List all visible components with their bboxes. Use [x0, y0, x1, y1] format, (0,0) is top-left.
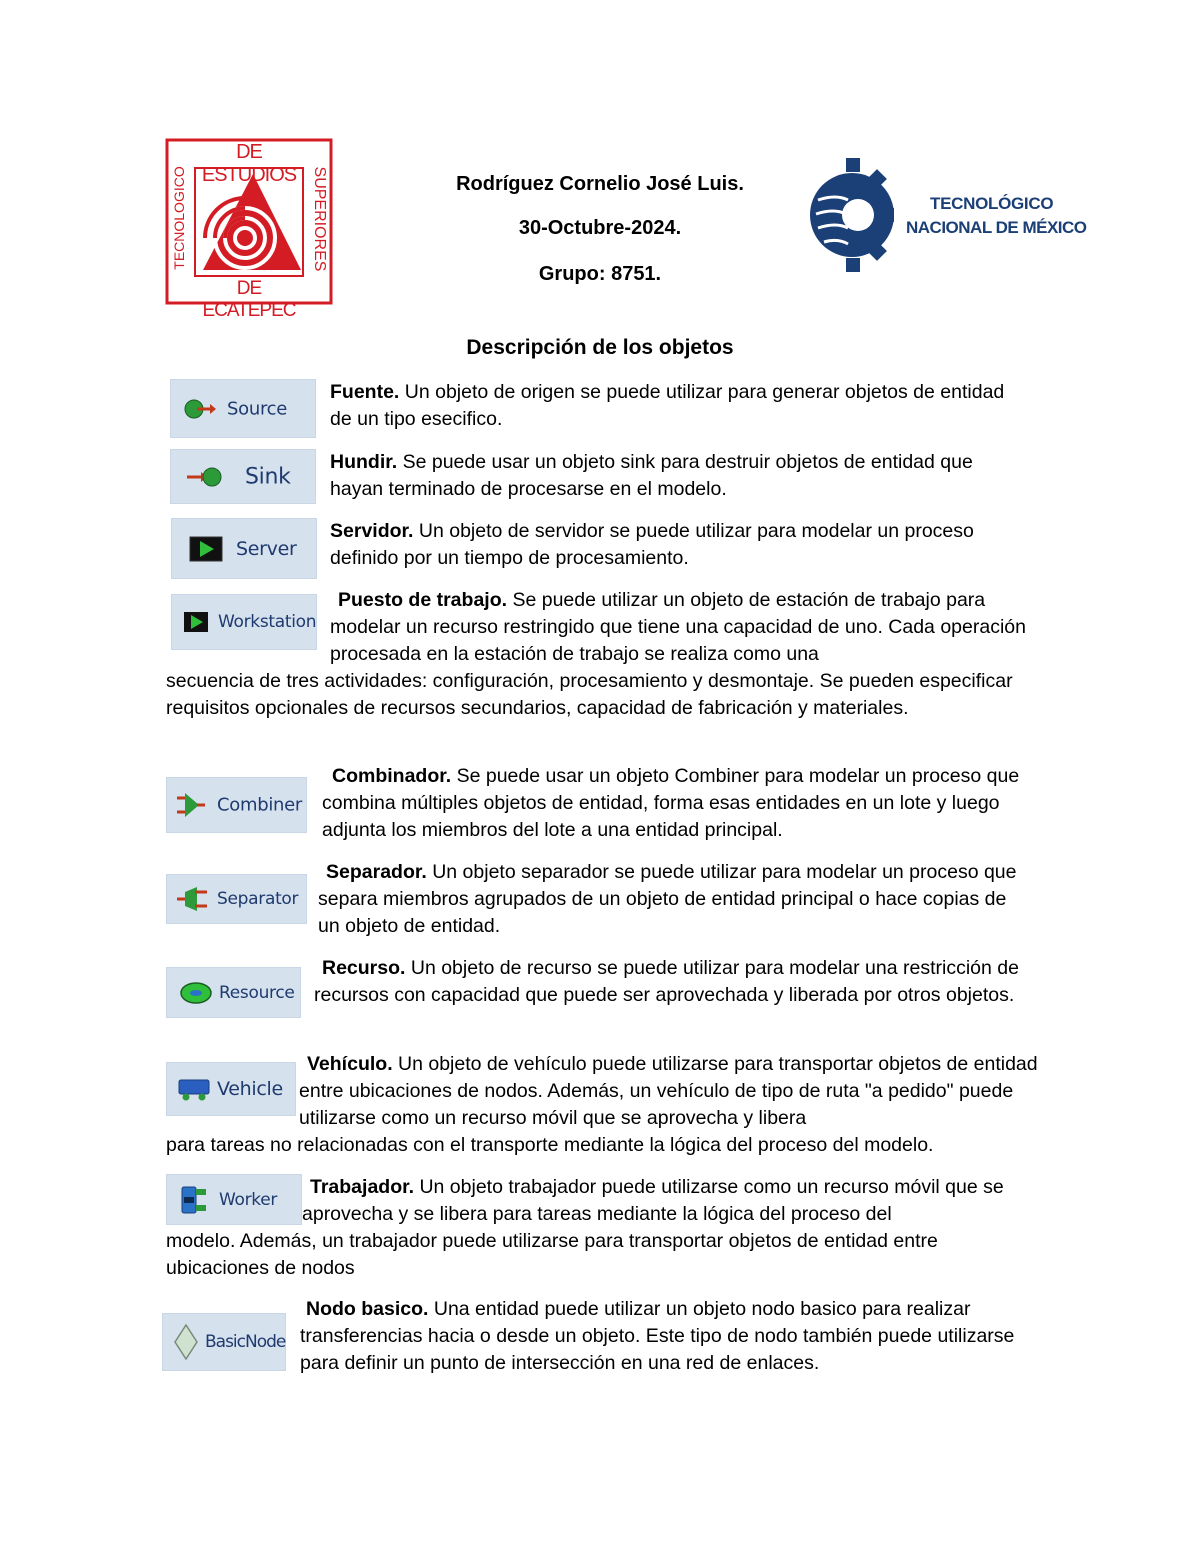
item-workstation-desc-b: secuencia de tres actividades: configuración, procesamiento y desmontaje. Se pueden especificar requisitos opcionales de recursos secundarios, capacidad de fabricación y materiales.: [166, 670, 1013, 719]
worker-icon: [179, 1185, 209, 1215]
logo-text-right: SUPERIORES: [311, 166, 328, 272]
source-label: Source: [227, 398, 288, 419]
item-combiner-text: Se puede usar un objeto Combiner para modelar un proceso que combina múltiples objetos de entidad, forma esas entidades en un lote y luego adjunta los miembros del lote a una entidad principal.: [322, 765, 1020, 841]
combiner-tile: [166, 777, 307, 833]
server-label: Server: [236, 537, 297, 560]
logo-text-left: TECNOLOGICO: [171, 166, 187, 270]
item-separator-desc: [318, 859, 1028, 940]
author-name: Rodríguez Cornelio José Luis.: [456, 173, 744, 195]
item-source-desc: [330, 379, 1020, 433]
item-resource-desc: [314, 955, 1024, 1009]
logo-text-bottom: DE ECATEPEC: [202, 278, 296, 321]
source-tile: [170, 379, 316, 438]
item-workstation-term: Puesto de trabajo.: [338, 589, 508, 611]
item-worker-desc-b: modelo. Además, un trabajador puede utilizarse para transportar objetos de entidad entre ubicaciones de nodos: [166, 1230, 938, 1279]
vehicle-tile: [166, 1062, 296, 1116]
server-icon: [188, 535, 224, 563]
basicnode-label: BasicNode: [205, 1332, 286, 1352]
item-vehicle-desc-a: [299, 1051, 1039, 1132]
worker-label: Worker: [219, 1189, 278, 1210]
tecnm-line2: NACIONAL DE MÉXICO: [906, 218, 1087, 237]
sink-label: Sink: [245, 464, 291, 489]
logo-text-top: DE ESTUDIOS: [201, 141, 297, 186]
workstation-icon: [182, 610, 210, 634]
combiner-label: Combiner: [217, 794, 303, 816]
item-sink-term: Hundir.: [330, 451, 398, 473]
item-separator-term: Separador.: [326, 861, 427, 883]
item-server-text: Un objeto de servidor se puede utilizar para modelar un proceso definido por un tiempo de procesamiento.: [330, 520, 974, 569]
tecnm-logo: [806, 150, 1106, 280]
item-vehicle-desc-b: para tareas no relacionadas con el transporte mediante la lógica del proceso del modelo.: [166, 1134, 934, 1156]
item-vehicle-term: Vehículo.: [307, 1053, 393, 1075]
vehicle-icon: [177, 1076, 211, 1102]
item-worker-desc-a: [302, 1174, 1042, 1228]
item-separator-text: Un objeto separador se puede utilizar para modelar un proceso que separa miembros agrupados de un objeto de entidad principal o hace copias de un objeto de entidad.: [318, 861, 1017, 937]
item-combiner-desc: [322, 763, 1032, 844]
item-worker-term: Trabajador.: [310, 1176, 415, 1198]
item-source-term: Fuente.: [330, 381, 400, 403]
item-source-text: Un objeto de origen se puede utilizar para generar objetos de entidad de un tipo esecifico.: [330, 381, 1005, 430]
item-server-term: Servidor.: [330, 520, 414, 542]
item-resource-term: Recurso.: [322, 957, 406, 979]
item-sink-text: Se puede usar un objeto sink para destruir objetos de entidad que hayan terminado de procesarse en el modelo.: [330, 451, 973, 500]
combiner-icon: [175, 790, 207, 820]
gear-emblem-icon: [806, 150, 898, 280]
date-line: 30-Octubre-2024.: [518, 217, 682, 239]
worker-tile: [166, 1174, 302, 1225]
server-tile: [171, 518, 317, 579]
basicnode-icon: [173, 1323, 199, 1361]
group-line: Grupo: 8751.: [538, 263, 662, 285]
source-icon: [183, 398, 217, 420]
workstation-label: Workstation: [218, 612, 317, 632]
separator-tile: [166, 874, 307, 924]
item-basicnode-desc: [300, 1296, 1045, 1377]
resource-icon: [179, 981, 213, 1005]
sink-icon: [183, 466, 223, 488]
page-title: Descripción de los objetos: [466, 336, 734, 359]
vehicle-label: Vehicle: [217, 1078, 283, 1100]
item-workstation-desc-a: [330, 587, 1045, 668]
tecnm-line1: TECNOLÓGICO: [930, 194, 1054, 213]
item-workstation-text-a: Se puede utilizar un objeto de estación de trabajo para modelar un recurso restringido que tiene una capacidad de uno. Cada operación procesada en la estación de trabajo se realiza como una: [330, 589, 1026, 665]
tese-logo: [165, 138, 333, 321]
separator-label: Separator: [217, 889, 299, 909]
item-server-desc: [330, 518, 1020, 572]
item-worker-text-a: Un objeto trabajador puede utilizarse como un recurso móvil que se aprovecha y se libera para tareas mediante la lógica del proceso del: [302, 1176, 1004, 1225]
item-basicnode-term: Nodo basico.: [306, 1298, 429, 1320]
item-sink-desc: [330, 449, 1020, 503]
sink-tile: [170, 449, 316, 504]
item-combiner-term: Combinador.: [332, 765, 452, 787]
separator-icon: [175, 884, 209, 914]
resource-tile: [166, 967, 301, 1018]
item-basicnode-text: Una entidad puede utilizar un objeto nodo basico para realizar transferencias hacia o desde un objeto. Este tipo de nodo también puede utilizarse para definir un punto de intersección en una red de enlaces.: [300, 1298, 1015, 1374]
workstation-tile: [171, 594, 317, 650]
item-vehicle-text-a: Un objeto de vehículo puede utilizarse para transportar objetos de entidad entre ubicaciones de nodos. Además, un vehículo de tipo de ruta "a pedido" puede utilizarse como un recurso móvil que se aprovecha y libera: [299, 1053, 1038, 1129]
item-resource-text: Un objeto de recurso se puede utilizar para modelar una restricción de recursos con capacidad que puede ser aprovechada y liberada por otros objetos.: [314, 957, 1019, 1006]
basicnode-tile: [162, 1313, 286, 1371]
resource-label: Resource: [219, 982, 295, 1003]
